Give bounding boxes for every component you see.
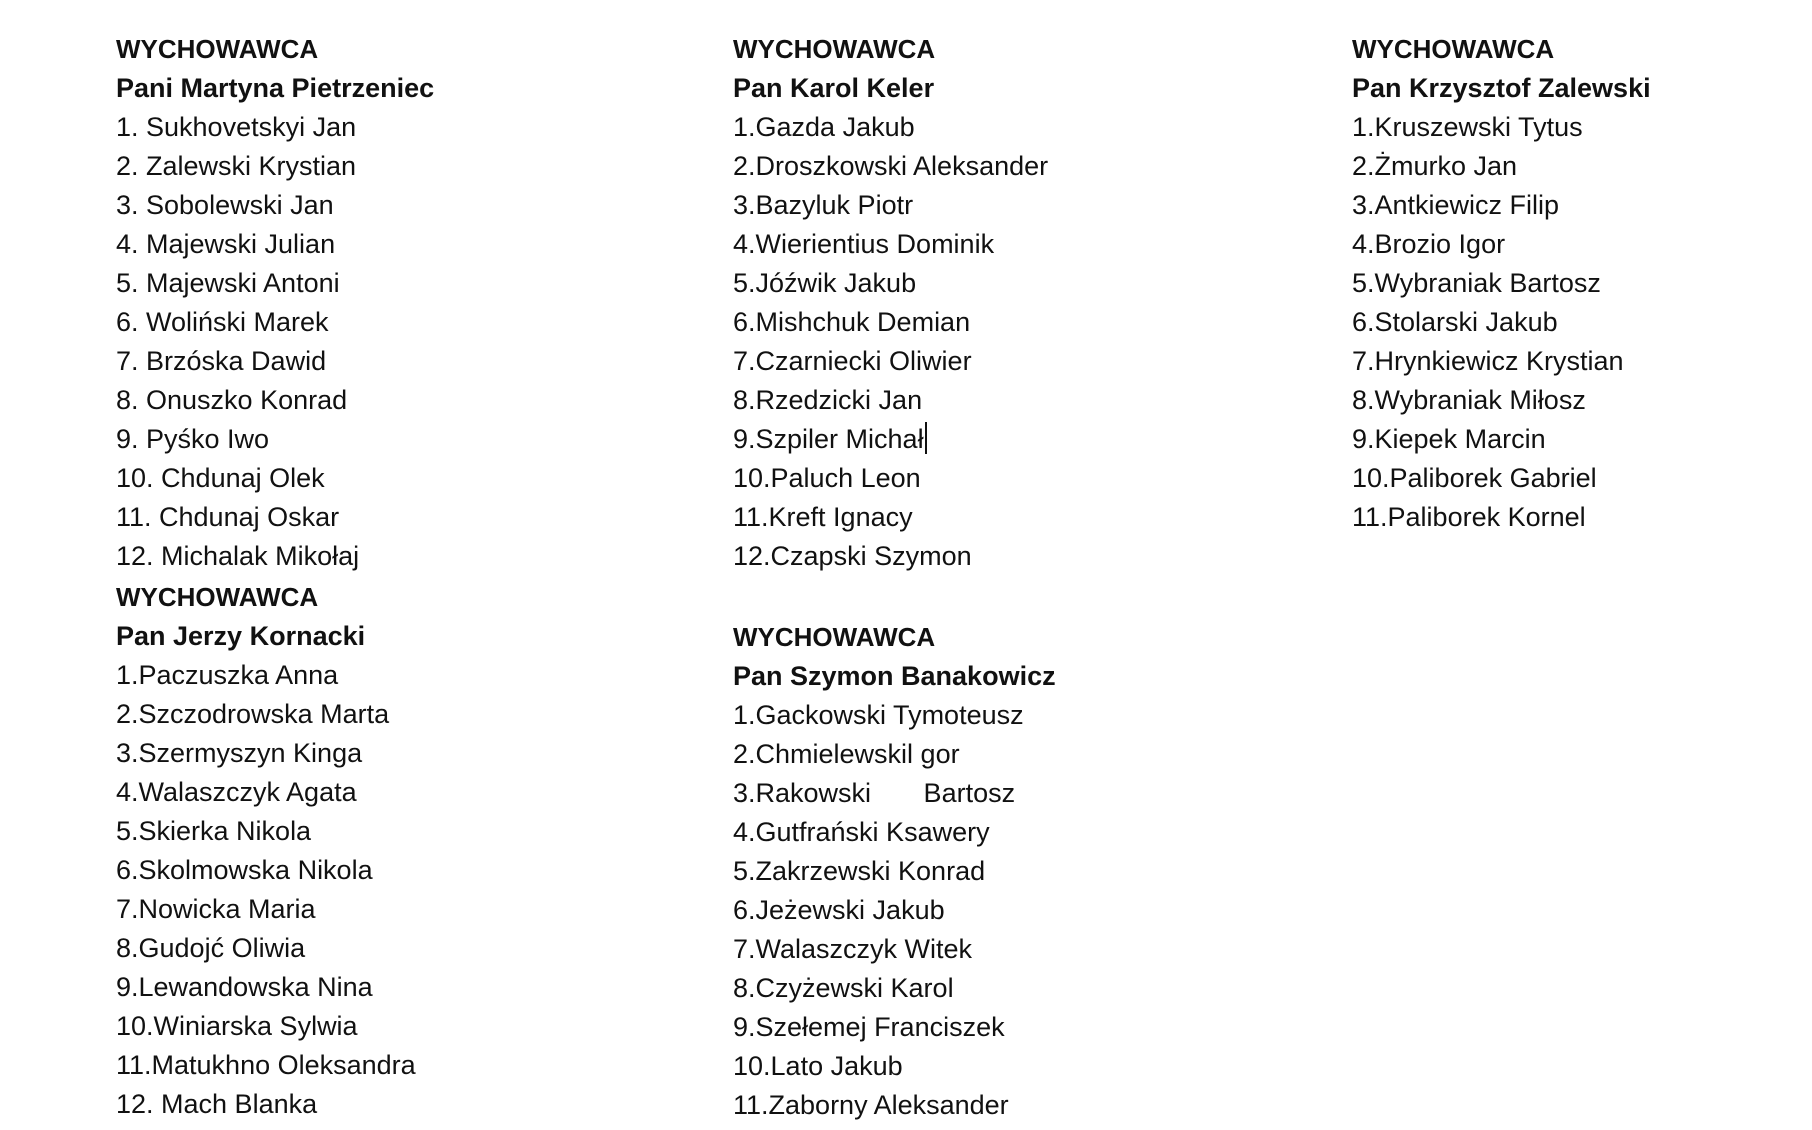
student-item: 1. Sukhovetskyi Jan (116, 112, 357, 142)
student-item: 6. Woliński Marek (116, 307, 329, 337)
student-item: 4.Brozio Igor (1352, 229, 1506, 259)
student-item: 8.Wybraniak Miłosz (1352, 385, 1586, 415)
student-item: 5. Majewski Antoni (116, 268, 340, 298)
student-item: 5.Zakrzewski Konrad (733, 856, 986, 886)
student-item: 9.Szpiler Michał (733, 424, 924, 454)
student-item: 4.Walaszczyk Agata (116, 777, 357, 807)
student-item: 5.Skierka Nikola (116, 816, 312, 846)
student-list (116, 656, 416, 1124)
student-item: 11. Chdunaj Oskar (116, 502, 340, 532)
group-label: WYCHOWAWCA (733, 622, 936, 652)
class-group-krzysztof-zalewski (1352, 30, 1651, 537)
student-item: 6.Stolarski Jakub (1352, 307, 1558, 337)
student-item: 3.Antkiewicz Filip (1352, 190, 1560, 220)
student-list (733, 696, 1056, 1125)
student-item: 1.Kruszewski Tytus (1352, 112, 1583, 142)
student-item: 8. Onuszko Konrad (116, 385, 348, 415)
student-list (116, 108, 434, 576)
student-item: 11.Kreft Ignacy (733, 502, 913, 532)
student-item: 7.Walaszczyk Witek (733, 934, 973, 964)
student-item: 7. Brzóska Dawid (116, 346, 327, 376)
group-label: WYCHOWAWCA (116, 34, 319, 64)
student-item: 3. Sobolewski Jan (116, 190, 334, 220)
student-item: 9.Szełemej Franciszek (733, 1012, 1005, 1042)
class-group-martyna-pietrzeniec (116, 30, 434, 576)
student-item: 4. Majewski Julian (116, 229, 336, 259)
student-item: 5.Wybraniak Bartosz (1352, 268, 1601, 298)
student-list (733, 108, 1048, 576)
student-item: 8.Czyżewski Karol (733, 973, 954, 1003)
teacher-name: Pani Martyna Pietrzeniec (116, 73, 435, 103)
group-label: WYCHOWAWCA (116, 582, 319, 612)
student-item: 2.Chmielewskil gor (733, 739, 960, 769)
student-item: 10. Chdunaj Olek (116, 463, 325, 493)
student-item: 10.Paluch Leon (733, 463, 921, 493)
class-group-szymon-banakowicz (733, 618, 1056, 1125)
student-item: 8.Gudojć Oliwia (116, 933, 306, 963)
student-item: 6.Mishchuk Demian (733, 307, 971, 337)
student-item: 9. Pyśko Iwo (116, 424, 270, 454)
student-item: 10.Winiarska Sylwia (116, 1011, 358, 1041)
student-item: 1.Paczuszka Anna (116, 660, 339, 690)
student-item: 1.Gazda Jakub (733, 112, 915, 142)
student-item: 5.Jóźwik Jakub (733, 268, 917, 298)
student-item: 11.Matukhno Oleksandra (116, 1050, 416, 1080)
student-item: 7.Hrynkiewicz Krystian (1352, 346, 1624, 376)
student-item: 1.Gackowski Tymoteusz (733, 700, 1024, 730)
student-item: 4.Gutfrański Ksawery (733, 817, 990, 847)
student-item: 7.Czarniecki Oliwier (733, 346, 972, 376)
student-list (1352, 108, 1651, 537)
student-item: 11.Paliborek Kornel (1352, 502, 1586, 532)
student-item-with-caret[interactable] (733, 420, 1048, 459)
student-item: 11.Zaborny Aleksander (733, 1090, 1009, 1120)
student-item: 3.Rakowski Bartosz (733, 778, 1016, 808)
teacher-name: Pan Szymon Banakowicz (733, 661, 1056, 691)
student-item: 10.Paliborek Gabriel (1352, 463, 1597, 493)
teacher-name: Pan Jerzy Kornacki (116, 621, 366, 651)
group-label: WYCHOWAWCA (733, 34, 936, 64)
group-label: WYCHOWAWCA (1352, 34, 1555, 64)
class-group-jerzy-kornacki (116, 578, 416, 1124)
student-item: 2. Zalewski Krystian (116, 151, 357, 181)
student-item: 3.Bazyluk Piotr (733, 190, 914, 220)
student-item: 12.Czapski Szymon (733, 541, 972, 571)
teacher-name: Pan Krzysztof Zalewski (1352, 73, 1651, 103)
student-item: 10.Lato Jakub (733, 1051, 903, 1081)
student-item: 2.Żmurko Jan (1352, 151, 1518, 181)
student-item: 6.Jeżewski Jakub (733, 895, 945, 925)
student-item: 4.Wierientius Dominik (733, 229, 995, 259)
student-item: 12. Michalak Mikołaj (116, 541, 360, 571)
student-item: 12. Mach Blanka (116, 1089, 318, 1119)
class-group-karol-keler (733, 30, 1048, 576)
student-item: 9.Lewandowska Nina (116, 972, 373, 1002)
student-item: 3.Szermyszyn Kinga (116, 738, 363, 768)
student-item: 2.Droszkowski Aleksander (733, 151, 1049, 181)
student-item: 8.Rzedzicki Jan (733, 385, 923, 415)
text-cursor (925, 422, 927, 454)
student-item: 9.Kiepek Marcin (1352, 424, 1546, 454)
student-item: 7.Nowicka Maria (116, 894, 316, 924)
student-item: 2.Szczodrowska Marta (116, 699, 390, 729)
teacher-name: Pan Karol Keler (733, 73, 935, 103)
student-item: 6.Skolmowska Nikola (116, 855, 373, 885)
